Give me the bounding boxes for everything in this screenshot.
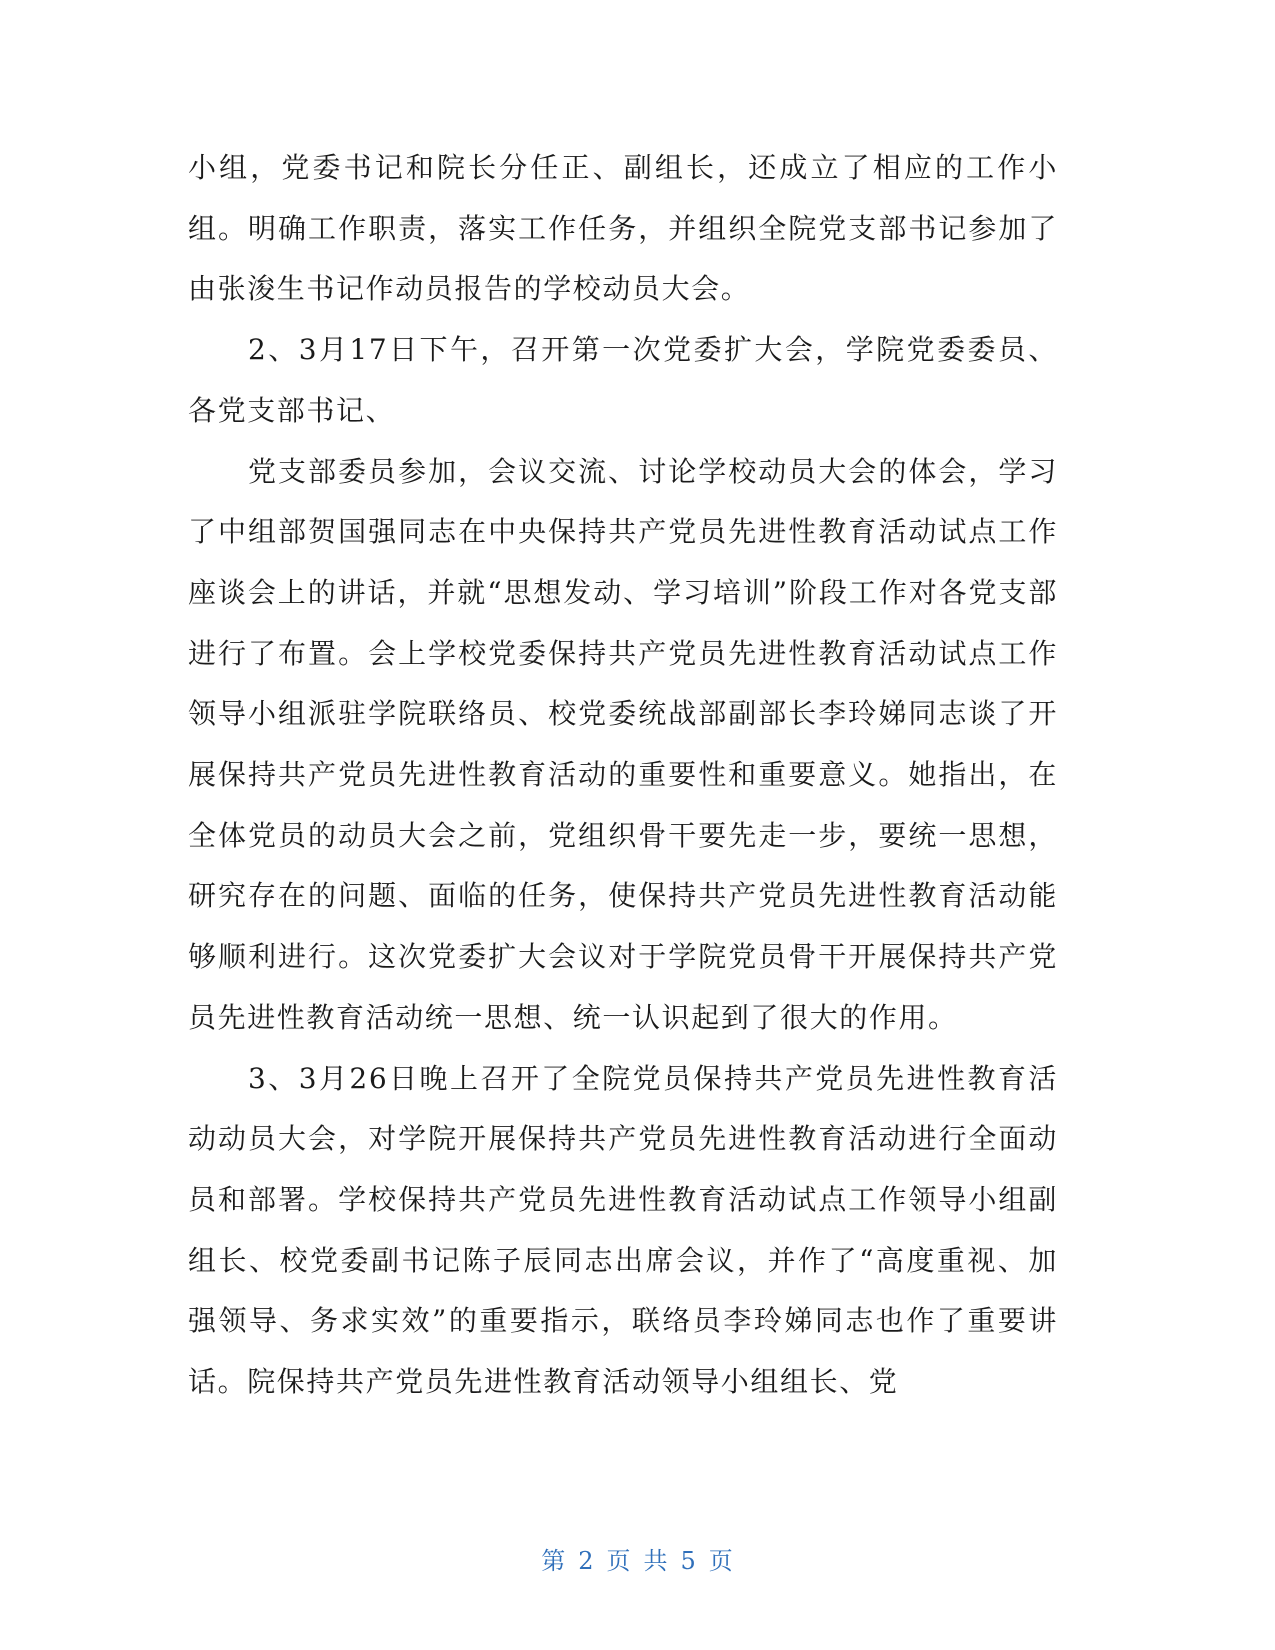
paragraph-1: 小组，党委书记和院长分任正、副组长，还成立了相应的工作小组。明确工作职责，落实工作任务，并组织全院党支部书记参加了由张浚生书记作动员报告的学校动员大会。 [188, 151, 1058, 306]
paragraph-2: 2、3月17日下午，召开第一次党委扩大会，学院党委委员、各党支部书记、 [188, 333, 1058, 427]
footer-suffix: 页 [708, 1547, 734, 1575]
footer-prefix: 第 [541, 1547, 567, 1575]
document-body [188, 138, 1058, 1413]
paragraph-4: 3、3月26日晚上召开了全院党员保持共产党员先进性教育活动动员大会，对学院开展保持共产党员先进性教育活动进行全面动员和部署。学校保持共产党员先进性教育活动试点工作领导小组副组长、校党委副书记陈子辰同志出席会议，并作了“高度重视、加强领导、务求实效”的重要指示，联络员李玲娣同志也作了重要讲话。院保持共产党员先进性教育活动领导小组组长、党 [188, 1061, 1058, 1399]
footer-page-label: 页 [606, 1547, 632, 1575]
paragraph-3: 党支部委员参加，会议交流、讨论学校动员大会的体会，学习了中组部贺国强同志在中央保持共产党员先进性教育活动试点工作座谈会上的讲话，并就“思想发动、学习培训”阶段工作对各党支部进行了布置。会上学校党委保持共产党员先进性教育活动试点工作领导小组派驻学院联络员、校党委统战部副部长李玲娣同志谈了开展保持共产党员先进性教育活动的重要性和重要意义。她指出，在全体党员的动员大会之前，党组织骨干要先走一步，要统一思想，研究存在的问题、面临的任务，使保持共产党员先进性教育活动能够顺利进行。这次党委扩大会议对于学院党员骨干开展保持共产党员先进性教育活动统一思想、统一认识起到了很大的作用。 [188, 454, 1058, 1034]
page-footer [0, 1541, 1275, 1576]
footer-total-pages: 5 [680, 1547, 697, 1575]
footer-current-page: 2 [578, 1547, 595, 1575]
footer-total-prefix: 共 [643, 1547, 669, 1575]
